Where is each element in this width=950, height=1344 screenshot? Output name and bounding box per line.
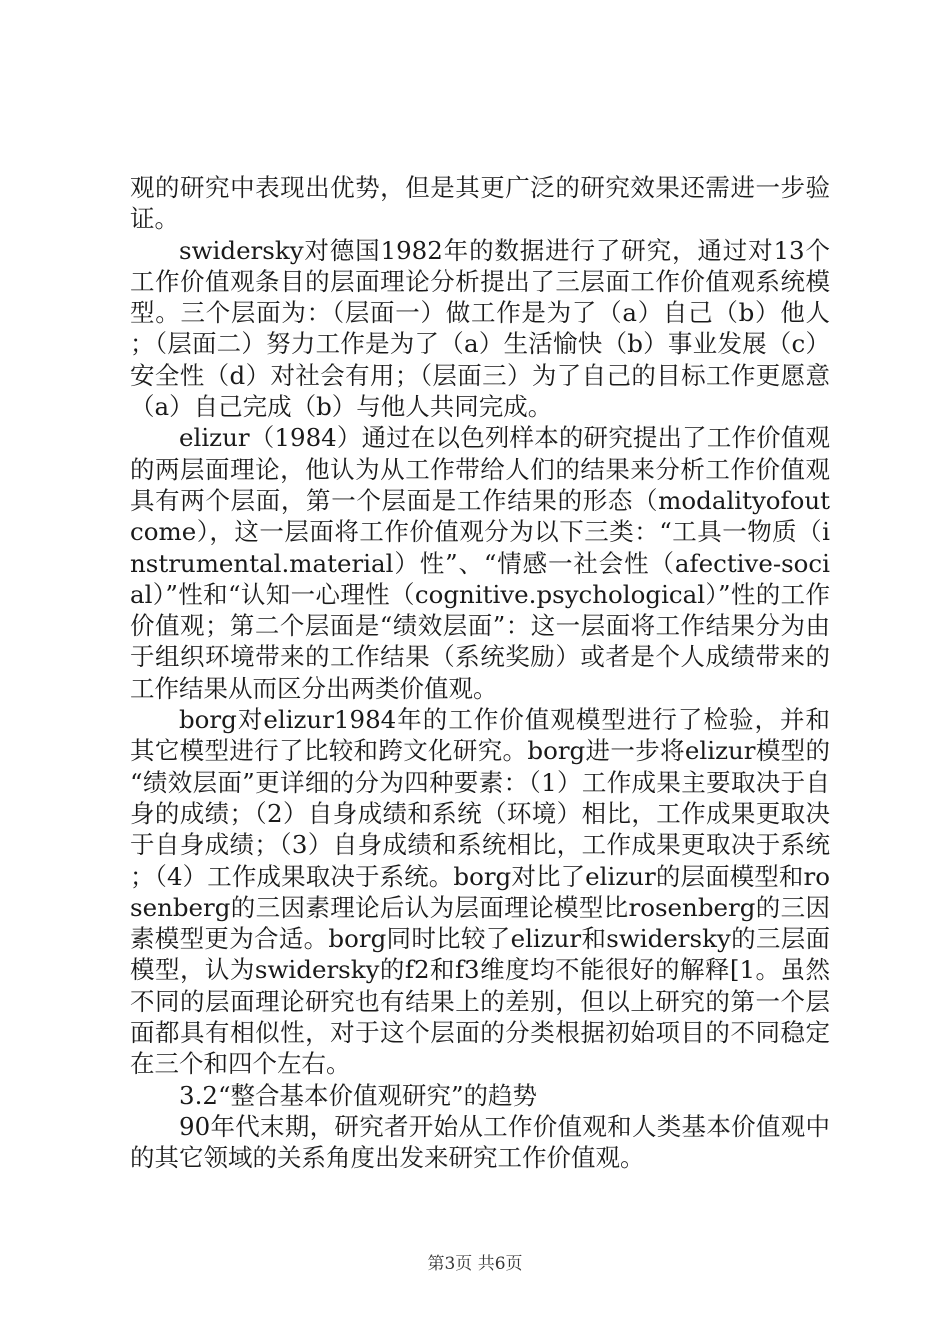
paragraph-borg: borg对elizur1984年的工作价值观模型进行了检验，并和其它模型进行了比较和跨文化研究。borg进一步将elizur模型的“绩效层面”更详细的分为四种要素：（1）工作成果主要取决于自身的成绩；（2）自身成绩和系统（环境）相比，工作成果更取决于自身成绩；（3）自身成绩和系统相比，工作成果更取决于系统；（4）工作成果取决于系统。borg对比了elizur的层面模型和rosenberg的三因素理论后认为层面理论模型比rosenberg的三因素模型更为合适。borg同时比较了elizur和swidersky的三层面模型，认为swidersky的f2和f3维度均不能很好的解释[1。虽然不同的层面理论研究也有结果上的差别，但以上研究的第一个层面都具有相似性，对于这个层面的分类根据初始项目的不同稳定在三个和四个左右。 (130, 705, 830, 1079)
paragraph-swidersky: swidersky对德国1982年的数据进行了研究，通过对13个工作价值观条目的层面理论分析提出了三层面工作价值观系统模型。三个层面为：（层面一）做工作是为了（a）自己（b）他人；（层面二）努力工作是为了（a）生活愉快（b）事业发展（c）安全性（d）对社会有用；（层面三）为了自己的目标工作更愿意（a）自己完成（b）与他人共同完成。 (130, 235, 830, 422)
document-body (130, 172, 830, 1174)
page-footer: 第3页 共6页 (427, 1254, 523, 1274)
paragraph-trend: 90年代末期，研究者开始从工作价值观和人类基本价值观中的其它领域的关系角度出发来研究工作价值观。 (130, 1111, 830, 1173)
paragraph-continuation: 观的研究中表现出优势，但是其更广泛的研究效果还需进一步验证。 (130, 173, 830, 234)
section-heading: 3.2“整合基本价值观研究”的趋势 (179, 1080, 538, 1110)
paragraph-elizur: elizur（1984）通过在以色列样本的研究提出了工作价值观的两层面理论，他认为从工作带给人们的结果来分析工作价值观具有两个层面，第一个层面是工作结果的形态（modalityofoutcome），这一层面将工作价值观分为以下三类：“工具一物质（instrumental.material）性”、“情感一社会性（afective-social）”性和“认知一心理性（cognitive.psychological）”性的工作价值观；第二个层面是“绩效层面”：这一层面将工作结果分为由于组织环境带来的工作结果（系统奖励）或者是个人成绩带来的工作结果从而区分出两类价值观。 (130, 423, 830, 703)
